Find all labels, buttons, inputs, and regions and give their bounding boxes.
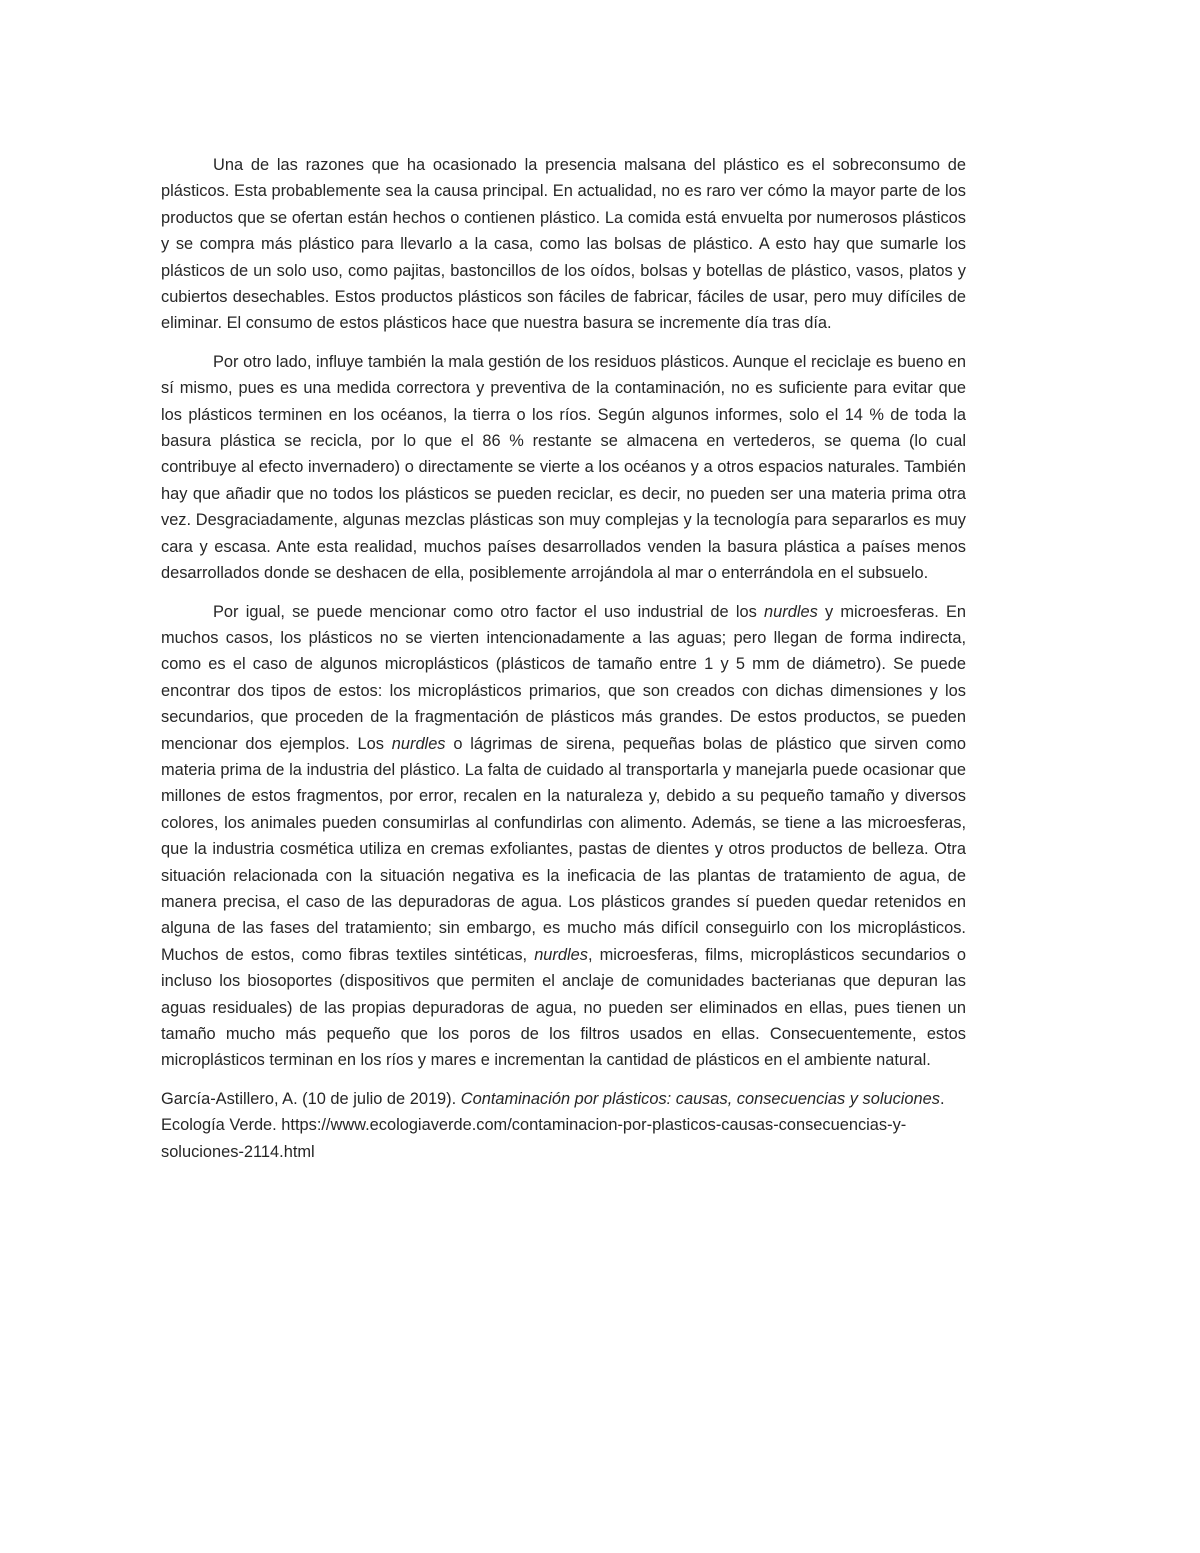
- paragraph-3-italic-term: nurdles: [534, 945, 588, 964]
- reference-publisher: . Ecología Verde.: [161, 1089, 945, 1135]
- paragraph-1-text: Una de las razones que ha ocasionado la presencia malsana del plástico es el sobreconsumo de plásticos. Esta probablemente sea la causa principal. En actualidad, no es raro ver cómo la mayor parte de los productos que se ofertan están hechos o contienen plástico. La comida está envuelta por numerosos plásticos y se compra más plástico para llevarlo a la casa, como las bolsas de plástico. A esto hay que sumarle los plásticos de un solo uso, como pajitas, bastoncillos de los oídos, bolsas y botellas de plástico, vasos, platos y cubiertos desechables. Estos productos plásticos son fáciles de fabricar, fáciles de usar, pero muy difíciles de eliminar. El consumo de estos plásticos hace que nuestra basura se incremente día tras día.: [161, 156, 966, 333]
- paragraph-1: [161, 152, 966, 337]
- paragraph-3-text: y microesferas. En muchos casos, los plásticos no se vierten intencionadamente a las aguas; pero llegan de forma indirecta, como es el caso de algunos microplásticos (plásticos de tamaño entre 1 y 5 mm de diámetro). Se puede encontrar dos tipos de estos: los microplásticos primarios, que son creados con dichas dimensiones y los secundarios, que proceden de la fragmentación de plásticos más grandes. De estos productos, se pueden mencionar dos ejemplos. Los: [161, 602, 966, 753]
- reference-citation: [161, 1086, 966, 1165]
- paragraph-3-text: o lágrimas de sirena, pequeñas bolas de plástico que sirven como materia prima de la industria del plástico. La falta de cuidado al transportarla y manejarla puede ocasionar que millones de estos fragmentos, por error, recalen en la naturaleza y, debido a su pequeño tamaño y diversos colores, los animales pueden consumirlas al confundirlas con alimento. Además, se tiene a las microesferas, que la industria cosmética utiliza en cremas exfoliantes, pastas de dientes y otros productos de belleza. Otra situación relacionada con la situación negativa es la ineficacia de las plantas de tratamiento de agua, de manera precisa, el caso de las depuradoras de agua. Los plásticos grandes sí pueden quedar retenidos en alguna de las fases del tratamiento; sin embargo, es mucho más difícil conseguirlo con los microplásticos. Muchos de estos, como fibras textiles sintéticas,: [161, 734, 966, 964]
- paragraph-3-text: Por igual, se puede mencionar como otro factor el uso industrial de los: [213, 602, 765, 621]
- paragraph-3-italic-term: nurdles: [764, 602, 818, 621]
- paragraph-2: [161, 349, 966, 587]
- paragraph-3-italic-term: nurdles: [391, 734, 446, 753]
- paragraph-3: [161, 599, 966, 1074]
- paragraph-3-text: , microesferas, films, microplásticos secundarios o incluso los biosoportes (dispositivos que permiten el anclaje de comunidades bacterianas que depuran las aguas residuales) de las propias depuradoras de agua, no pueden ser eliminados en ellas, pues tienen un tamaño mucho más pequeño que los poros de los filtros usados en ellas. Consecuentemente, estos microplásticos terminan en los ríos y mares e incrementan la cantidad de plásticos en el ambiente natural.: [161, 945, 966, 1070]
- reference-author-date: García-Astillero, A. (10 de julio de 2019).: [161, 1089, 461, 1108]
- reference-url: https://www.ecologiaverde.com/contaminacion-por-plasticos-causas-consecuencias-y-soluciones-2114.html: [161, 1116, 907, 1161]
- paragraph-2-text: Por otro lado, influye también la mala gestión de los residuos plásticos. Aunque el reciclaje es bueno en sí mismo, pues es una medida correctora y preventiva de la contaminación, no es suficiente para evitar que los plásticos terminen en los océanos, la tierra o los ríos. Según algunos informes, solo el 14 % de toda la basura plástica se recicla, por lo que el 86 % restante se almacena en vertederos, se quema (lo cual contribuye al efecto invernadero) o directamente se vierte a los océanos y a otros espacios naturales. También hay que añadir que no todos los plásticos se pueden reciclar, es decir, no pueden ser una materia prima otra vez. Desgraciadamente, algunas mezclas plásticas son muy complejas y la tecnología para separarlos es muy cara y escasa. Ante esta realidad, muchos países desarrollados venden la basura plástica a países menos desarrollados donde se deshacen de ella, posiblemente arrojándola al mar o enterrándola en el subsuelo.: [161, 352, 966, 583]
- document-page: [161, 152, 966, 1165]
- reference-title: Contaminación por plásticos: causas, consecuencias y soluciones: [460, 1089, 940, 1108]
